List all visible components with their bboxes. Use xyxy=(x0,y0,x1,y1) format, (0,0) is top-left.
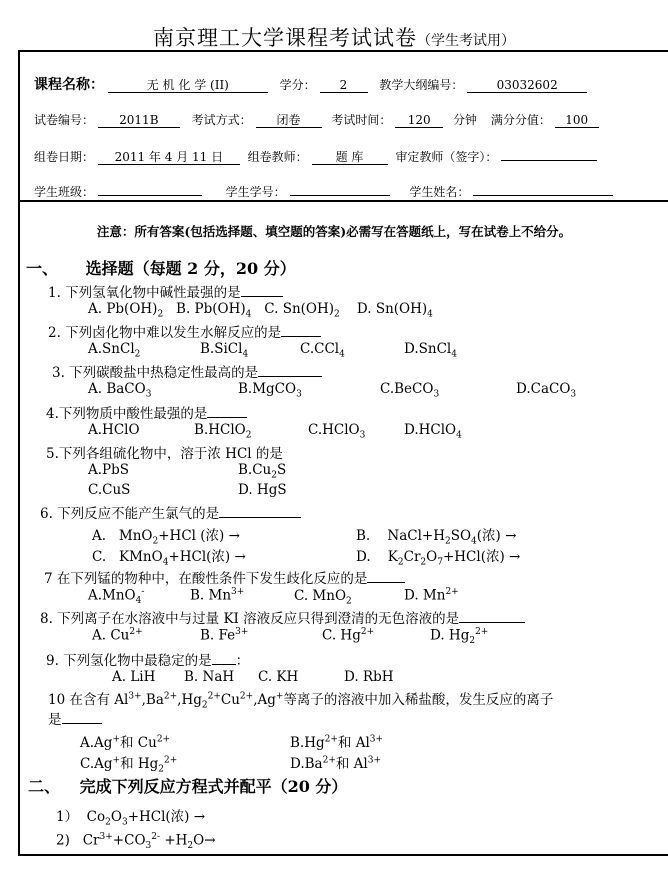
header-row-1 xyxy=(34,74,587,94)
title-sub: （学生考试用） xyxy=(417,33,515,49)
section-1-heading xyxy=(26,256,296,279)
teacher-value: 题 库 xyxy=(312,150,388,165)
title-main: 南京理工大学课程考试试卷 xyxy=(153,26,417,50)
date-value: 2011 年 4 月 11 日 xyxy=(98,150,240,165)
class-value xyxy=(98,195,202,196)
question-9: 9. 下列氢化物中最稳定的是 ： xyxy=(46,653,250,669)
equation-2: 2) $Cr^{3+}+CO_3^{2-} +H_2O\to$ xyxy=(56,832,216,852)
question-4-options: A.HClO B.HClO$_2$ C.HClO$_3$ D.HClO$_4$ xyxy=(88,422,462,441)
question-3-options: A. BaCO$_3$ B.MgCO$_3$ C.BeCO$_3$ D.CaCO$_3$ xyxy=(88,381,577,400)
section-1-number: 一、 xyxy=(26,259,59,278)
question-6-options-ab: A. MnO$_2$+HCl (浓) → B. $NaCl+H_2SO_4$(浓) → xyxy=(92,528,517,547)
header-row-4 xyxy=(34,183,613,200)
question-6-options-cd: C. KMnO$_4$+HCl(浓) → D. $K_2Cr_2O_7+HCl$(浓) → xyxy=(92,549,521,568)
full-score-label: 满分分值： xyxy=(490,113,551,127)
question-5-options-cd: C.CuS D. HgS xyxy=(88,482,287,498)
question-8: 8. 下列离子在水溶液中与过量 KI 溶液反应只得到澄清的无色溶液的是 xyxy=(40,607,525,627)
section-2-number: 二、 xyxy=(28,777,61,796)
student-name-value xyxy=(473,195,613,196)
teacher-label: 组卷教师： xyxy=(247,150,308,164)
question-10-options-cd: C.Ag+和 $Hg_2^{2+}$ $D.Ba^{2+}$和 $Al^{3+}$ xyxy=(80,755,382,775)
course-name-value: 无 机 化 学 (II) xyxy=(108,78,268,93)
paper-no-label: 试卷编号： xyxy=(34,113,95,127)
exam-time-value: 120 xyxy=(395,113,443,128)
student-id-value xyxy=(290,195,390,196)
reviewer-label: 审定教师（签字）： xyxy=(395,150,498,164)
question-2-options: A.SnCl$_2$ B.SiCl$_4$ C.CCl$_4$ D.SnCl$_4$ xyxy=(88,341,457,360)
equation-1: 1） $Co_2O_3+HCl$(浓) → xyxy=(56,809,206,828)
question-10: 10 在含有 $Al^{3+},Ba^{2+},Hg_2^{2+}Cu^{2+},Ag^+$等离子的溶液中加入稀盐酸，发生反应的离子 xyxy=(48,691,554,711)
syllabus-label: 教学大纲编号： xyxy=(379,78,464,92)
question-5: 5.下列各组硫化物中，溶于浓 HCl 的是 xyxy=(46,446,283,462)
paper-no-value: 2011B xyxy=(98,113,180,128)
student-id-label: 学生学号： xyxy=(225,185,286,199)
exam-note: 注意：所有答案(包括选择题、填空题的答案)必需写在答题纸上，写在试卷上不给分。 xyxy=(96,224,572,239)
student-name-label: 学生姓名： xyxy=(409,185,470,199)
class-label: 学生班级： xyxy=(34,185,95,199)
credit-value: 2 xyxy=(320,78,368,93)
syllabus-value: 03032602 xyxy=(467,78,587,93)
exam-title xyxy=(0,22,668,52)
question-2: 2. 下列卤化物中难以发生水解反应的是 xyxy=(48,321,321,341)
course-name-label: 课程名称： xyxy=(34,77,104,93)
question-9-options: A. LiH B. NaH C. KH D. RbH xyxy=(112,669,394,685)
question-1: 1. 下列氢氧化物中碱性最强的是 xyxy=(48,281,283,301)
header-row-3 xyxy=(34,148,597,165)
section-2-title: 完成下列反应方程式并配平（20 分） xyxy=(79,777,348,796)
header-divider xyxy=(18,200,668,202)
question-10-options-ab: A.Ag+和 $Cu^{2+}$ $B.Hg^{2+}$和 $Al^{3+}$ xyxy=(80,734,384,751)
exam-time-label: 考试时间： xyxy=(331,113,392,127)
question-3: 3. 下列碳酸盐中热稳定性最高的是 xyxy=(52,361,322,381)
exam-mode-label: 考试方式： xyxy=(191,113,252,127)
question-7-options: A.MnO$_4$- B. $Mn^{3+}$ C. MnO$_2$ D. $Mn^{2+}$ xyxy=(88,587,459,607)
section-2-heading xyxy=(28,774,347,797)
minutes-label: 分钟 xyxy=(453,113,478,127)
question-8-options: A. $Cu^{2+}$ B. $Fe^{3+}$ C. $Hg^{2+}$ D. $Hg_2^{2+}$ xyxy=(92,627,489,647)
question-10-cont: 是 xyxy=(48,708,102,728)
question-1-options: A. $Pb(OH)_2$ B. $Pb(OH)_4$ C. $Sn(OH)_2$ D. $Sn(OH)_4$ xyxy=(88,301,433,320)
credit-label: 学分： xyxy=(279,78,316,92)
exam-mode-value: 闭卷 xyxy=(256,113,322,128)
question-6: 6. 下列反应不能产生氯气的是 xyxy=(40,502,301,522)
reviewer-value xyxy=(501,160,597,161)
question-4: 4.下列物质中酸性最强的是 xyxy=(46,402,247,422)
section-1-title: 选择题（每题 2 分，20 分） xyxy=(85,259,296,278)
full-score-value: 100 xyxy=(555,113,599,128)
header-row-2 xyxy=(34,111,599,128)
question-7: 7 在下列锰的物种中，在酸性条件下发生歧化反应的是 xyxy=(44,567,405,587)
date-label: 组卷日期： xyxy=(34,150,95,164)
question-5-options-ab: A.PbS $B.Cu_2S$ xyxy=(88,462,287,481)
